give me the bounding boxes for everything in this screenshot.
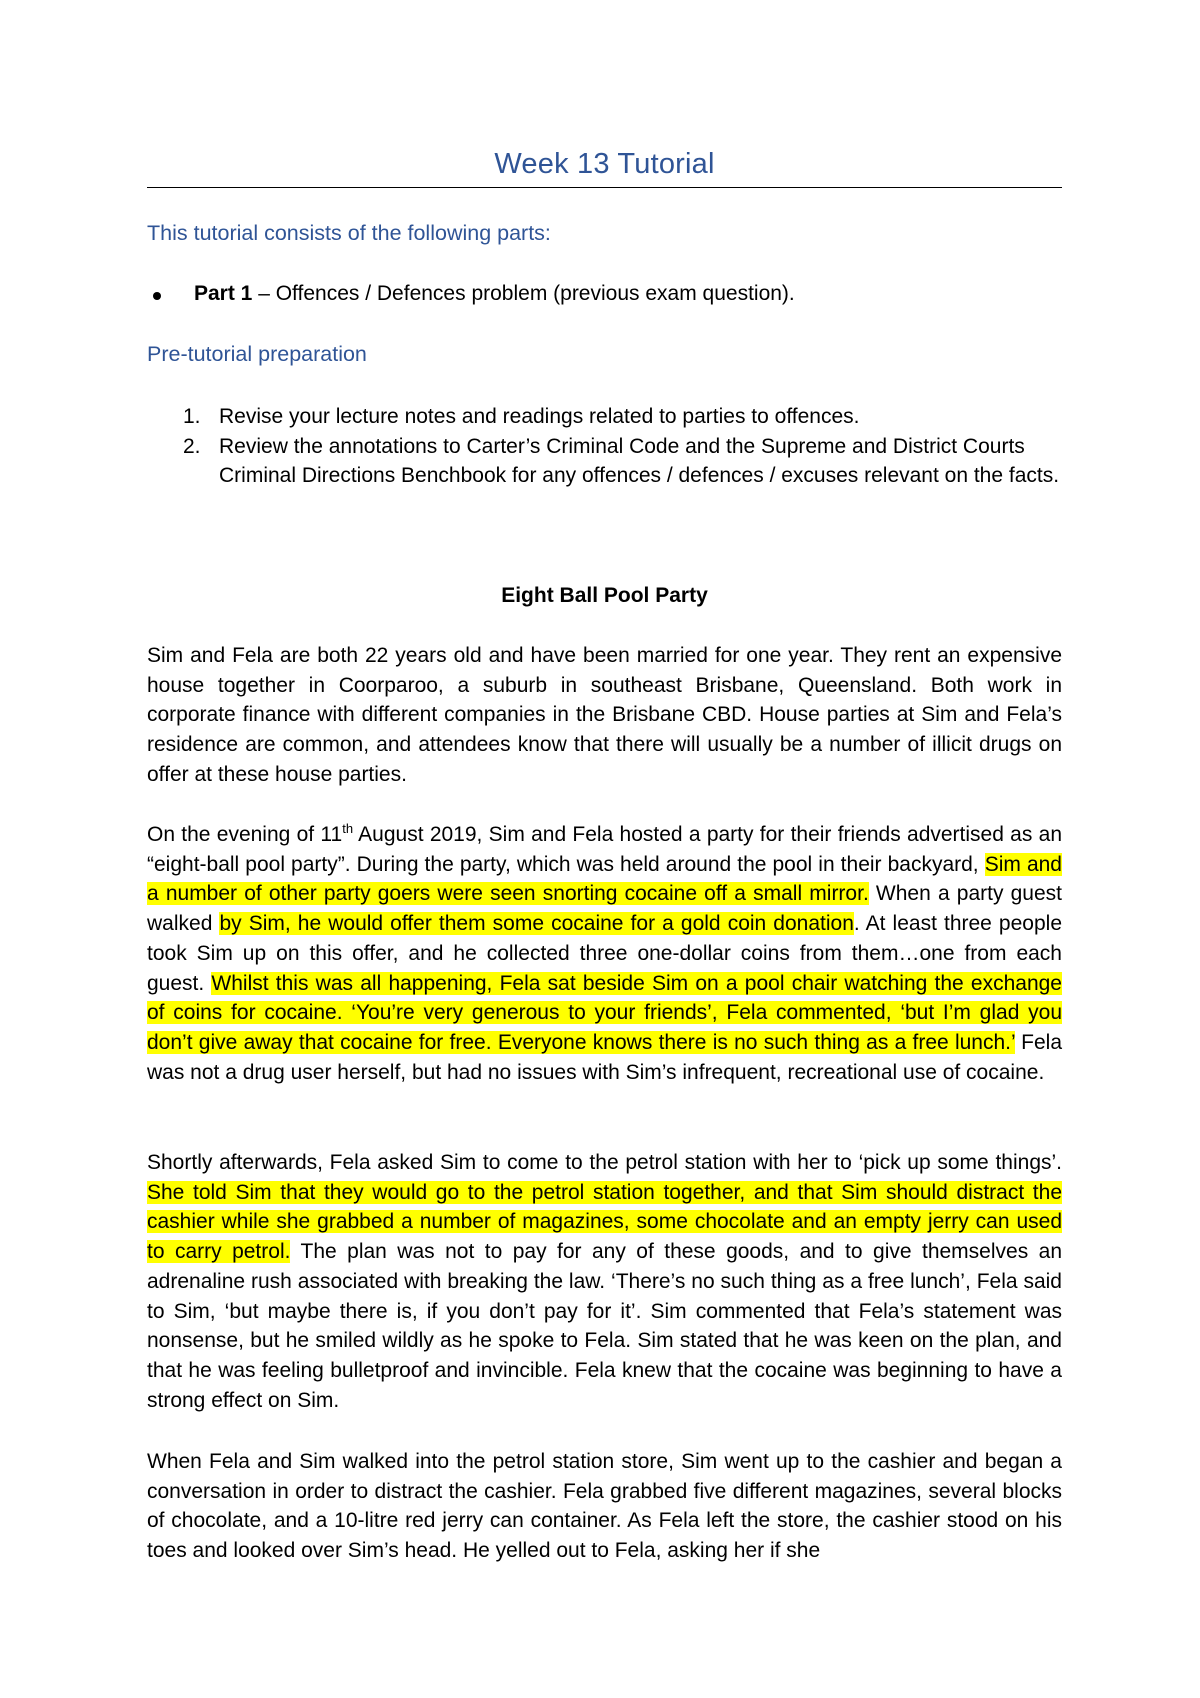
prep-list xyxy=(147,402,1062,491)
intro-heading: This tutorial consists of the following parts: xyxy=(147,221,551,245)
para3-text: The plan was not to pay for any of these goods, and to give themselves an adrenaline rush associated with breaking the law. ‘There’s no such thing as a free lunch’, Fela said to Sim, ‘but maybe there is, if you don’t pay for it’. Sim commented that Fela’s statement was nonsense, but he smiled wildly as he spoke to Fela. Sim stated that he was keen on the plan, and that he was feeling bulletproof and invincible. Fela knew that the cocaine was beginning to have a strong effect on Sim. xyxy=(147,1240,1063,1412)
highlighted-text: She told Sim that they would go to the petrol station together, and that Sim should distract the cashier while she grabbed a number of magazines, some chocolate and an empty jerry can used to carry petrol. xyxy=(147,1180,1062,1264)
paragraph-3 xyxy=(147,1148,1062,1415)
document-title: Week 13 Tutorial xyxy=(494,148,715,180)
prep-item-number: 2. xyxy=(183,434,201,458)
story-title: Eight Ball Pool Party xyxy=(501,584,708,607)
para2-text: August 2019, Sim and Fela hosted a party for their friends advertised as an “eight-ball pool party”. During the party, which was held around the pool in their backyard, xyxy=(147,823,1062,876)
part-description: – Offences / Defences problem (previous exam question). xyxy=(252,282,795,305)
paragraph-1: Sim and Fela are both 22 years old and have been married for one year. They rent an expensive house together in Coorparoo, a suburb in southeast Brisbane, Queensland. Both work in corporate finance with different companies in the Brisbane CBD. House parties at Sim and Fela’s residence are common, and attendees know that there will usually be a number of illicit drugs on offer at these house parties. xyxy=(147,644,1062,786)
prep-list-item xyxy=(147,432,1062,491)
highlighted-text: by Sim, he would offer them some cocaine for a gold coin donation xyxy=(219,912,854,936)
part-text xyxy=(194,282,795,306)
para2-text: Fela was not a drug user herself, but had no issues with Sim’s infrequent, recreational use of cocaine. xyxy=(147,1030,1062,1084)
para2-text: . At least three people took Sim up on this offer, and he collected three one-dollar coins from them…one from each guest. xyxy=(147,912,1062,995)
bullet-icon xyxy=(153,292,161,300)
prep-item-text: Review the annotations to Carter’s Criminal Code and the Supreme and District Courts Criminal Directions Benchbook for any offences / defences / excuses relevant on the facts. xyxy=(219,434,1060,488)
prep-item-number: 1. xyxy=(183,405,201,428)
part-label: Part 1 xyxy=(194,282,253,305)
para2-text: When a party guest walked xyxy=(147,882,1062,936)
highlighted-text: Sim and a number of other party goers were seen snorting cocaine off a small mirror. xyxy=(147,852,1062,906)
title-underline xyxy=(147,187,1062,188)
highlighted-text: Whilst this was all happening, Fela sat beside Sim on a pool chair watching the exchange of coins for cocaine. ‘You’re very generous to your friends’, Fela commented, ‘but I’m glad you don’t give away that cocaine for free. Everyone knows there is no such thing as a free lunch.’ xyxy=(147,971,1062,1054)
para3-text: Shortly afterwards, Fela asked Sim to come to the petrol station with her to ‘pick up some things’. xyxy=(147,1151,1062,1174)
prep-item-text: Revise your lecture notes and readings related to parties to offences. xyxy=(219,405,860,428)
prep-heading: Pre-tutorial preparation xyxy=(147,342,367,366)
para2-text: On the evening of 11 xyxy=(147,823,343,846)
prep-list-item xyxy=(147,402,1062,432)
ordinal-suffix: th xyxy=(342,821,354,836)
paragraph-2 xyxy=(147,820,1062,1087)
paragraph-4: When Fela and Sim walked into the petrol station store, Sim went up to the cashier and began a conversation in order to distract the cashier. Fela grabbed five different magazines, several blocks of chocolate, and a 10-litre red jerry can container. As Fela left the store, the cashier stood on his toes and looked over Sim’s head. He yelled out to Fela, asking her if she xyxy=(147,1450,1062,1563)
